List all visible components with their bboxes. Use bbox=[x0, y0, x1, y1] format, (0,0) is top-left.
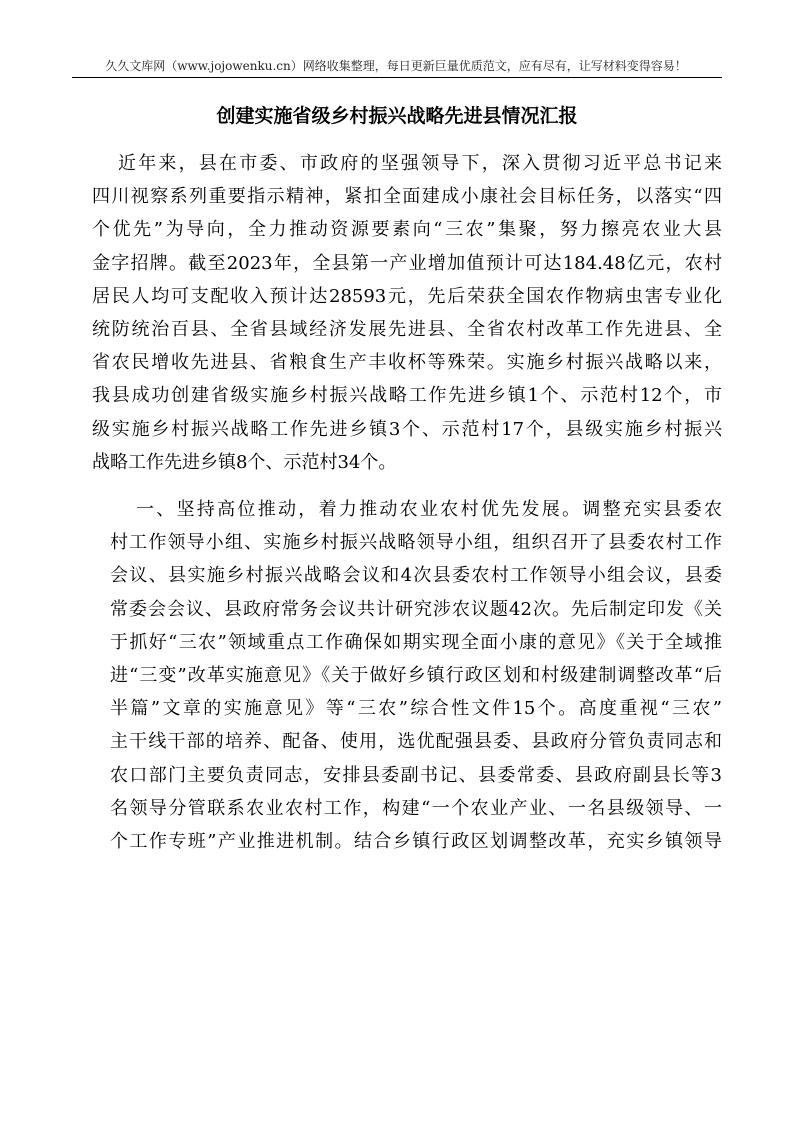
header-divider bbox=[72, 77, 722, 78]
paragraph-line: 村工作领导小组、实施乡村振兴战略领导小组，组织召开了县委农村工作 bbox=[110, 532, 722, 554]
paragraph-line: 个工作专班”产业推进机制。结合乡镇行政区划调整改革，充实乡镇领导 bbox=[110, 831, 722, 853]
paragraph-line: 主干线干部的培养、配备、使用，选优配强县委、县政府分管负责同志和 bbox=[110, 731, 722, 753]
paragraph-line: 会议、县实施乡村振兴战略会议和4次县委农村工作领导小组会议，县委 bbox=[110, 565, 722, 587]
paragraph-line: 四川视察系列重要指示精神，紧扣全面建成小康社会目标任务，以落实“四 bbox=[92, 186, 722, 208]
paragraph-line: 名领导分管联系农业农村工作，构建“一个农业产业、一名县级领导、一 bbox=[110, 797, 722, 819]
paragraph-line: 进“三变”改革实施意见》《关于做好乡镇行政区划和村级建制调整改革“后 bbox=[110, 665, 722, 687]
paragraph-line: 一、坚持高位推动，着力推动农业农村优先发展。调整充实县委农 bbox=[136, 499, 722, 521]
paragraph-line: 居民人均可支配收入预计达28593元，先后荣获全国农作物病虫害专业化 bbox=[92, 285, 722, 307]
page-header: 久久文库网（www.jojowenku.cn）网络收集整理，每日更新巨量优质范文，应有尽有，让写材料变得容易！ bbox=[105, 59, 687, 73]
paragraph-line: 常委会会议、县政府常务会议共计研究涉农议题42次。先后制定印发《关 bbox=[110, 598, 722, 620]
paragraph-line: 级实施乡村振兴战略工作先进乡镇3个、示范村17个，县级实施乡村振兴 bbox=[92, 418, 722, 440]
paragraph-line: 于抓好“三农”领域重点工作确保如期实现全面小康的意见》《关于全域推 bbox=[110, 631, 722, 653]
paragraph-line: 战略工作先进乡镇8个、示范村34个。 bbox=[92, 451, 397, 473]
paragraph-line: 近年来，县在市委、市政府的坚强领导下，深入贯彻习近平总书记来 bbox=[118, 153, 722, 174]
document-body bbox=[92, 147, 722, 858]
paragraph-2 bbox=[98, 493, 722, 858]
paragraph-line: 个优先”为导向，全力推动资源要素向“三农”集聚，努力擦亮农业大县 bbox=[92, 219, 722, 241]
paragraph-1 bbox=[92, 147, 722, 479]
document-title: 创建实施省级乡村振兴战略先进县情况汇报 bbox=[216, 105, 578, 127]
paragraph-line: 半篇”文章的实施意见》等“三农”综合性文件15个。高度重视“三农” bbox=[110, 698, 722, 720]
paragraph-line: 省农民增收先进县、省粮食生产丰收杯等殊荣。实施乡村振兴战略以来， bbox=[92, 352, 722, 374]
paragraph-line: 我县成功创建省级实施乡村振兴战略工作先进乡镇1个、示范村12个，市 bbox=[92, 385, 722, 407]
paragraph-line: 统防统治百县、全省县域经济发展先进县、全省农村改革工作先进县、全 bbox=[92, 319, 722, 341]
paragraph-line: 农口部门主要负责同志，安排县委副书记、县委常委、县政府副县长等3 bbox=[110, 764, 722, 786]
paragraph-line: 金字招牌。截至2023年，全县第一产业增加值预计可达184.48亿元，农村 bbox=[92, 252, 722, 274]
